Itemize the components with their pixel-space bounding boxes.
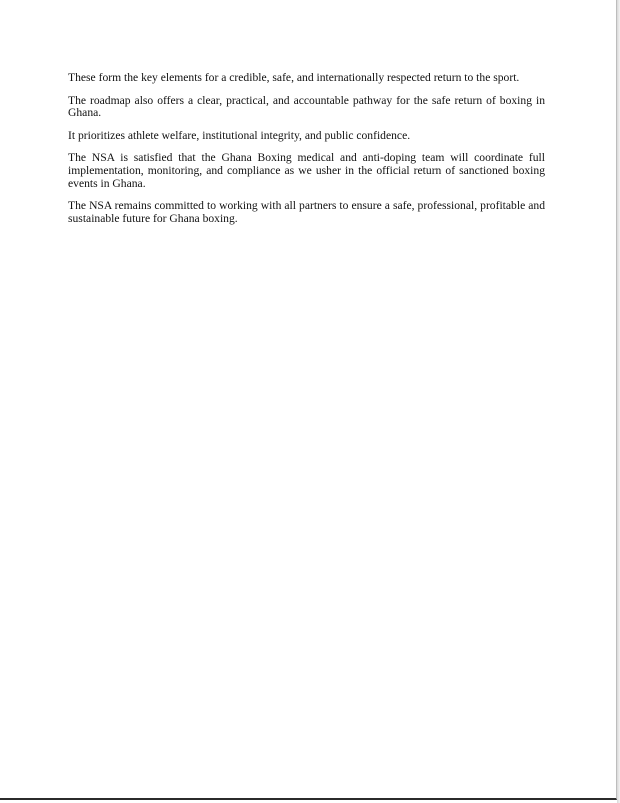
paragraph-nsa-satisfied: The NSA is satisfied that the Ghana Boxing medical and anti-doping team will coordinate full implementation, monitoring, and compliance as we usher in the official return of sanctioned boxing events in Ghana. (68, 151, 545, 190)
paragraph-priorities: It prioritizes athlete welfare, institutional integrity, and public confidence. (68, 128, 411, 142)
paragraph-roadmap: The roadmap also offers a clear, practical, and accountable pathway for the safe return of boxing in Ghana. (68, 93, 545, 120)
paragraph-key-elements: These form the key elements for a credible, safe, and internationally respected return to the sport. (68, 71, 520, 84)
paragraph-nsa-committed: The NSA remains committed to working with all partners to ensure a safe, professional, profitable and sustainable future for Ghana boxing. (68, 199, 545, 225)
page-body (68, 72, 545, 235)
